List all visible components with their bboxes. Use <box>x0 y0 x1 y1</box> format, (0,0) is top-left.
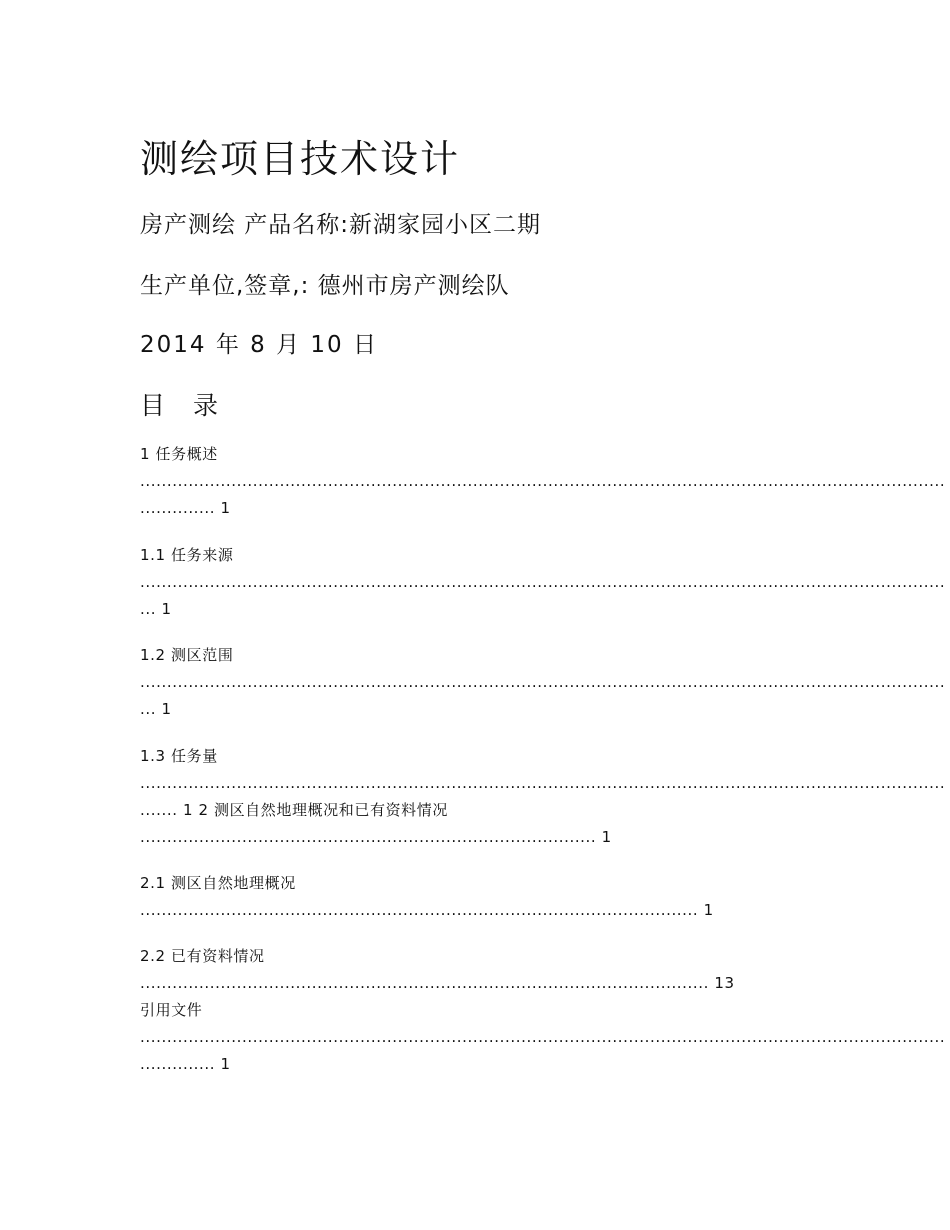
toc-heading: 目 录 <box>140 391 228 420</box>
toc-leader: ...................................................................................................................................................... <box>140 472 946 490</box>
toc-entry-1-3[interactable]: 1.3 任务量 <box>140 747 218 765</box>
toc-entry-2[interactable]: ....... 1 2 测区自然地理概况和已有资料情况 <box>140 801 448 819</box>
toc-leader: ...................................................................................................................................................... <box>140 1028 946 1046</box>
toc-entry-2-2[interactable]: 2.2 已有资料情况 <box>140 947 265 965</box>
toc-page-number: ... 1 <box>140 700 172 718</box>
product-name-line: 房产测绘 产品名称:新湖家园小区二期 <box>140 212 542 238</box>
toc-page-number: .............. 1 <box>140 1055 231 1073</box>
toc-leader: ...................................................................................................................................................... <box>140 774 946 792</box>
toc-leader: ..................................................................................... 1 <box>140 828 612 846</box>
document-title: 测绘项目技术设计 <box>140 137 461 181</box>
toc-leader: ........................................................................................................ 1 <box>140 901 714 919</box>
toc-entry-1-2[interactable]: 1.2 测区范围 <box>140 646 234 664</box>
toc-leader: ...................................................................................................................................................... <box>140 673 946 691</box>
toc-entry-2-1[interactable]: 2.1 测区自然地理概况 <box>140 874 296 892</box>
toc-entry-references[interactable]: 引用文件 <box>140 1001 203 1019</box>
toc-page-number: .............. 1 <box>140 499 231 517</box>
toc-leader: ...................................................................................................................................................... <box>140 573 946 591</box>
toc-entry-1[interactable]: 1 任务概述 <box>140 445 218 463</box>
toc-page-number: ... 1 <box>140 600 172 618</box>
producer-line: 生产单位,签章,: 德州市房产测绘队 <box>140 273 510 299</box>
date-line: 2014 年 8 月 10 日 <box>140 332 378 358</box>
toc-leader: .......................................................................................................... 13 <box>140 974 735 992</box>
toc-entry-1-1[interactable]: 1.1 任务来源 <box>140 546 234 564</box>
